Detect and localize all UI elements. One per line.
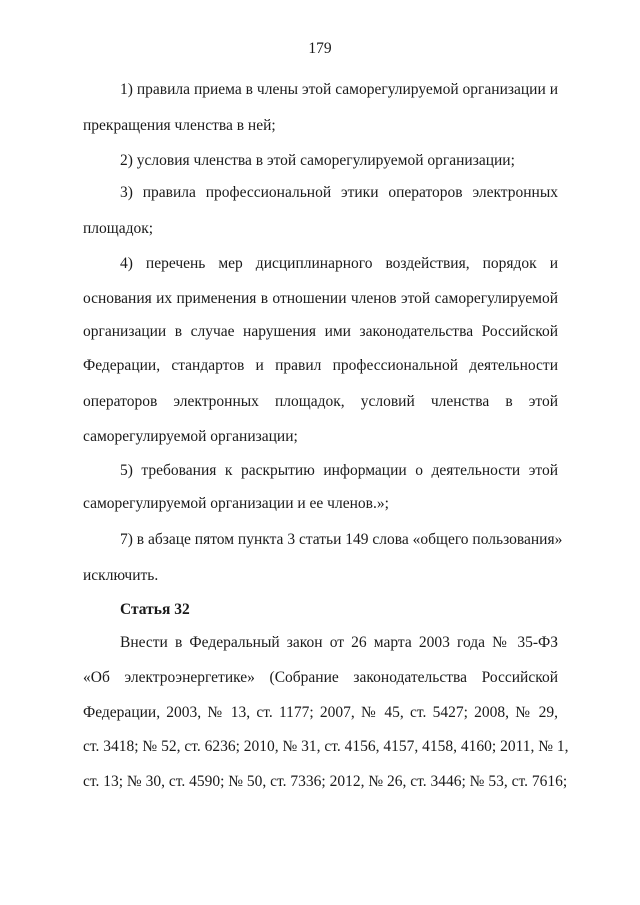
- article-heading: Статья 32: [120, 601, 190, 618]
- text-line: основания их применения в отношении членов этой саморегулируемой: [83, 290, 558, 307]
- text-line: организации в случае нарушения ими законодательства Российской: [83, 323, 558, 340]
- text-line: саморегулируемой организации и ее членов.»;: [83, 495, 389, 512]
- text-line: 5) требования к раскрытию информации о деятельности этой: [120, 462, 558, 479]
- text-line: Федерации, стандартов и правил профессиональной деятельности: [83, 357, 558, 374]
- text-line: саморегулируемой организации;: [83, 428, 298, 445]
- text-line: ст. 13; № 30, ст. 4590; № 50, ст. 7336; 2012, № 26, ст. 3446; № 53, ст. 7616;: [83, 773, 568, 790]
- text-line: 3) правила профессиональной этики операторов электронных: [120, 184, 558, 201]
- text-line: ст. 3418; № 52, ст. 6236; 2010, № 31, ст. 4156, 4157, 4158, 4160; 2011, № 1,: [83, 738, 569, 755]
- text-line: Федерации, 2003, № 13, ст. 1177; 2007, № 45, ст. 5427; 2008, № 29,: [83, 704, 558, 721]
- text-line: Внести в Федеральный закон от 26 марта 2003 года № 35-ФЗ: [120, 634, 558, 651]
- text-line: прекращения членства в ней;: [83, 117, 276, 134]
- text-line: площадок;: [83, 220, 154, 237]
- text-line: 1) правила приема в члены этой саморегулируемой организации и: [120, 81, 558, 98]
- text-line: «Об электроэнергетике» (Собрание законодательства Российской: [83, 669, 558, 686]
- text-line: 7) в абзаце пятом пункта 3 статьи 149 слова «общего пользования»: [120, 531, 563, 548]
- text-line: исключить.: [83, 567, 159, 584]
- page-number: 179: [308, 40, 332, 57]
- text-line: 4) перечень мер дисциплинарного воздействия, порядок и: [120, 255, 558, 272]
- text-line: операторов электронных площадок, условий членства в этой: [83, 393, 558, 410]
- text-line: 2) условия членства в этой саморегулируемой организации;: [120, 152, 515, 169]
